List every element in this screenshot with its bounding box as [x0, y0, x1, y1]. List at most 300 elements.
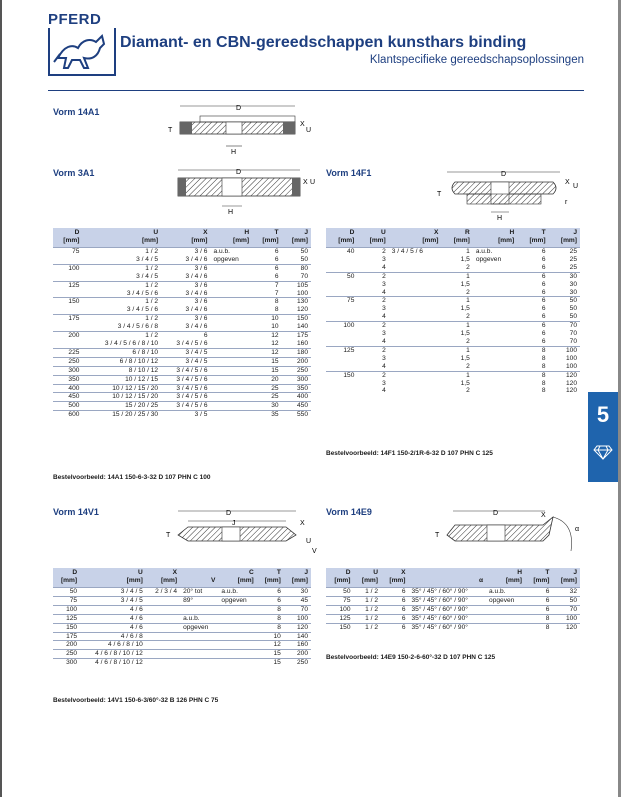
table-cell-u: 3	[382, 330, 386, 338]
table-cell-d: 150	[53, 623, 80, 632]
dim-h: H	[497, 215, 503, 222]
table-cell-v	[180, 632, 218, 641]
table-cell-h: a.u.b.	[486, 588, 525, 597]
table-cell-c	[218, 623, 256, 632]
table-cell-u: 4 / 6	[80, 605, 146, 614]
table-cell-t: 6	[517, 322, 548, 330]
table-cell-c	[218, 632, 256, 641]
table-cell-x	[146, 659, 180, 667]
table-cell-t: 15	[257, 650, 284, 659]
table-cell-t: 6	[517, 272, 548, 280]
table-row	[326, 596, 580, 605]
column-header: J [mm]	[549, 228, 580, 248]
dim-x: X	[541, 512, 546, 519]
table-cell-t: 25	[252, 384, 281, 393]
table-cell-j: 100	[549, 346, 580, 354]
table-cell-h	[473, 338, 517, 346]
table-cell-x	[146, 641, 180, 650]
table-row	[53, 375, 311, 384]
table-cell-a: 35° / 45° / 60° / 90°	[409, 588, 487, 597]
table-row	[53, 614, 311, 623]
table-cell-u: 15 / 20 / 25 / 30	[82, 411, 161, 419]
table-row	[53, 402, 311, 411]
diagram-14e9	[425, 503, 590, 563]
table-cell-r: 1	[441, 322, 472, 330]
table-cell-j: 50	[569, 305, 577, 313]
column-header: J [mm]	[282, 228, 311, 248]
table-cell-x	[146, 605, 180, 614]
table-row	[326, 371, 580, 379]
table-cell-u: 2	[357, 371, 388, 379]
table-cell-d	[53, 323, 82, 331]
header-rule	[48, 90, 584, 91]
table-cell-h	[210, 393, 252, 402]
table-cell-v	[180, 605, 218, 614]
table-cell-u: 6 / 8 / 10	[82, 348, 161, 357]
table-cell-c	[218, 605, 256, 614]
table-cell-j: 30	[569, 280, 577, 288]
table-cell-j: 50	[552, 596, 580, 605]
table-cell-x: 3 / 6	[161, 315, 210, 323]
table-cell-x: 6	[381, 588, 409, 597]
table-cell-t: 6	[541, 280, 546, 288]
table-cell-d: 250	[53, 357, 82, 366]
table-row	[326, 305, 580, 313]
table-row	[53, 411, 311, 419]
table-cell-u: 4 / 6	[80, 623, 146, 632]
table-cell-t: 6	[541, 255, 546, 263]
table-cell-x: 3 / 4 / 5 / 6	[389, 248, 442, 256]
table-cell-j: 70	[569, 337, 577, 345]
table-row	[53, 323, 311, 331]
table-cell-d	[53, 273, 82, 281]
table-cell-j: 140	[284, 632, 311, 641]
table-cell-r: 2	[466, 337, 470, 345]
diagram-3a1	[160, 162, 320, 220]
table-cell-t: 6	[541, 337, 546, 345]
table-cell-x: 3 / 5	[161, 411, 210, 419]
table-cell-d: 75	[326, 297, 357, 305]
table-cell-r: 2	[466, 313, 470, 321]
table-cell-x	[389, 313, 442, 321]
table-cell-j: 45	[284, 596, 311, 605]
table-cell-d: 100	[53, 605, 80, 614]
table-cell-t: 7	[274, 289, 279, 297]
table-cell-h	[210, 402, 252, 411]
table-cell-t: 6	[517, 248, 548, 256]
table-cell-h	[210, 298, 252, 306]
table-cell-j: 80	[282, 264, 311, 272]
table-row	[53, 632, 311, 641]
table-row	[326, 297, 580, 305]
table-cell-j: 50	[549, 297, 580, 305]
table-cell-h	[210, 366, 252, 375]
table-cell-x	[146, 623, 180, 632]
table-header-row	[53, 228, 311, 248]
table-row	[326, 338, 580, 346]
dim-h: H	[231, 149, 237, 156]
table-cell-x: 3 / 4 / 6	[185, 255, 208, 263]
dim-t: T	[435, 532, 440, 539]
table-cell-j: 100	[565, 362, 577, 370]
table-row	[53, 290, 311, 298]
table-cell-h	[473, 297, 517, 305]
table-cell-u: 1 / 2	[82, 281, 161, 289]
table-row	[53, 605, 311, 614]
table-cell-c	[218, 650, 256, 659]
table-cell-x	[389, 338, 442, 346]
table-cell-u: 1 / 2	[354, 614, 382, 623]
table-cell-d	[326, 380, 357, 388]
table-cell-x	[389, 330, 442, 338]
table-cell-u: 3 / 4 / 5	[80, 588, 146, 597]
table-cell-d	[326, 363, 357, 371]
table-cell-t: 8	[517, 346, 548, 354]
table-header-row	[326, 228, 580, 248]
table-cell-v: a.u.b.	[180, 614, 218, 623]
dim-x: X	[300, 520, 305, 527]
table-cell-j: 50	[300, 255, 308, 263]
table-cell-d	[326, 387, 357, 395]
table-cell-h	[473, 363, 517, 371]
table-cell-h	[486, 623, 525, 631]
table-cell-j: 100	[565, 354, 577, 362]
column-header: H [mm]	[473, 228, 517, 248]
table-cell-h	[210, 332, 252, 340]
table-cell-t: 8	[517, 371, 548, 379]
table-cell-x: 6	[161, 332, 210, 340]
table-cell-j: 200	[282, 357, 311, 366]
table-cell-d: 150	[326, 371, 357, 379]
table-cell-d: 125	[53, 281, 82, 289]
column-header: U [mm]	[82, 228, 161, 248]
pferd-logo	[48, 12, 118, 76]
table-cell-t: 8	[541, 379, 546, 387]
dim-j: J	[232, 520, 236, 527]
table-cell-u: 4	[382, 313, 386, 321]
table-cell-c	[218, 659, 256, 667]
table-cell-r: 1	[441, 272, 472, 280]
table-cell-h	[210, 273, 252, 281]
table-cell-h: a.u.b.	[473, 248, 517, 256]
chapter-tab	[588, 392, 618, 482]
table-cell-u: 1 / 2	[82, 248, 161, 256]
section-title-14a1: Vorm 14A1	[53, 107, 100, 117]
table-cell-u: 2	[357, 346, 388, 354]
table-cell-v	[180, 659, 218, 667]
table-cell-h	[486, 614, 525, 623]
table-row	[326, 248, 580, 256]
table-cell-h	[473, 387, 517, 395]
table-cell-u: 4 / 6 / 8	[80, 632, 146, 641]
table-cell-t: 30	[252, 402, 281, 411]
table-cell-h	[473, 289, 517, 297]
table-cell-t: 15	[257, 659, 284, 667]
table-cell-d	[326, 355, 357, 363]
table-cell-j: 100	[552, 614, 580, 623]
table-cell-d	[326, 330, 357, 338]
table-cell-h	[473, 281, 517, 289]
table-14v1	[53, 568, 311, 667]
section-title-14v1: Vorm 14V1	[53, 507, 99, 517]
table-cell-t: 6	[274, 255, 279, 263]
table-row	[53, 596, 311, 605]
table-cell-t: 6	[525, 605, 553, 614]
table-cell-t: 12	[252, 332, 281, 340]
table-cell-j: 250	[284, 659, 311, 667]
table-row	[53, 659, 311, 667]
table-cell-x: 3 / 4 / 6	[185, 272, 208, 280]
table-cell-h	[210, 281, 252, 289]
column-header: T [mm]	[257, 568, 284, 588]
table-cell-d	[326, 338, 357, 346]
table-row	[53, 306, 311, 314]
table-cell-h	[473, 305, 517, 313]
section-title-14e9: Vorm 14E9	[326, 507, 372, 517]
table-cell-u: 3	[382, 354, 386, 362]
table-cell-u: 10 / 12 / 15 / 20	[82, 393, 161, 402]
table-cell-d: 175	[53, 315, 82, 323]
table-cell-j: 120	[565, 387, 577, 395]
table-cell-j: 175	[282, 332, 311, 340]
table-cell-x: 3 / 4 / 5 / 6	[176, 339, 208, 347]
table-cell-r: 1,5	[460, 379, 470, 387]
column-header: J [mm]	[552, 568, 580, 588]
order-example-14v1: Bestelvoorbeeld: 14V1 150-6-3/60°-32 B 126 PHN C 75	[53, 697, 219, 704]
table-row	[53, 384, 311, 393]
column-header: J [mm]	[284, 568, 311, 588]
dim-d: D	[236, 169, 242, 176]
table-cell-d: 600	[53, 411, 82, 419]
table-cell-j: 120	[284, 623, 311, 632]
table-cell-r: 1	[441, 371, 472, 379]
chapter-number: 5	[596, 402, 610, 427]
table-cell-h	[473, 380, 517, 388]
dim-d: D	[226, 510, 232, 517]
table-cell-d: 500	[53, 402, 82, 411]
table-cell-d	[326, 313, 357, 321]
table-cell-t: 6	[274, 272, 279, 280]
table-cell-u: 3	[382, 379, 386, 387]
table-cell-x	[389, 289, 442, 297]
table-cell-x	[389, 346, 442, 354]
table-cell-u: 1 / 2	[354, 588, 382, 597]
table-cell-t: 8	[525, 623, 553, 631]
table-cell-h	[210, 375, 252, 384]
dim-u: U	[573, 183, 579, 190]
table-row	[53, 264, 311, 272]
table-cell-t: 10	[252, 315, 281, 323]
table-row	[326, 281, 580, 289]
table-cell-x: 3 / 4 / 5 / 6	[161, 375, 210, 384]
table-cell-d: 200	[53, 332, 82, 340]
table-cell-x	[389, 322, 442, 330]
table-cell-u: 3 / 4 / 5 / 6	[126, 289, 159, 297]
table-cell-j: 140	[296, 323, 308, 331]
table-cell-d: 100	[326, 322, 357, 330]
table-cell-t: 6	[257, 588, 284, 597]
column-header: U [mm]	[357, 228, 388, 248]
table-cell-h: opgeven	[475, 255, 502, 263]
table-cell-h	[473, 272, 517, 280]
table-row	[53, 273, 311, 281]
table-cell-h	[210, 348, 252, 357]
table-cell-x	[389, 363, 442, 371]
table-cell-t: 6	[541, 305, 546, 313]
column-header: T [mm]	[517, 228, 548, 248]
table-cell-j: 50	[569, 313, 577, 321]
table-cell-x	[389, 387, 442, 395]
table-cell-j: 50	[282, 248, 311, 256]
dim-u: U	[306, 127, 312, 134]
table-cell-t: 25	[252, 393, 281, 402]
table-row	[326, 272, 580, 280]
table-row	[326, 614, 580, 623]
table-14f1	[326, 228, 580, 395]
table-cell-v: 89°	[180, 596, 218, 605]
table-row	[326, 322, 580, 330]
diamond-icon	[593, 444, 613, 460]
table-cell-j: 120	[549, 371, 580, 379]
table-cell-x: 3 / 6	[161, 264, 210, 272]
table-cell-x	[146, 632, 180, 641]
table-cell-h	[486, 605, 525, 614]
table-cell-u: 3 / 4 / 5 / 6 / 8	[117, 323, 159, 331]
column-header: D [mm]	[326, 228, 357, 248]
table-cell-j: 30	[284, 588, 311, 597]
table-cell-x: 3 / 4 / 5	[161, 348, 210, 357]
table-cell-h	[473, 264, 517, 272]
table-cell-u: 1 / 2	[354, 596, 382, 605]
table-row	[53, 248, 311, 256]
table-cell-u: 4 / 6 / 8 / 10 / 12	[80, 659, 146, 667]
table-row	[53, 332, 311, 340]
table-14e9	[326, 568, 580, 632]
page-border-left	[0, 0, 2, 797]
table-cell-x: 3 / 4 / 6	[185, 323, 208, 331]
table-cell-h: a.u.b.	[210, 248, 252, 256]
column-header: V	[180, 568, 218, 588]
table-cell-d	[326, 256, 357, 264]
table-cell-j: 70	[552, 605, 580, 614]
table-cell-u: 3	[382, 305, 386, 313]
table-cell-u: 4	[382, 263, 386, 271]
table-cell-t: 12	[257, 641, 284, 650]
dim-v: V	[312, 548, 317, 555]
table-cell-u: 6 / 8 / 10 / 12	[82, 357, 161, 366]
table-cell-d: 400	[53, 384, 82, 393]
horse-logo-icon	[48, 28, 116, 76]
table-cell-r: 2	[466, 387, 470, 395]
table-row	[326, 380, 580, 388]
dim-alpha: α	[575, 526, 580, 533]
table-row	[326, 264, 580, 272]
table-cell-t: 6	[517, 297, 548, 305]
table-cell-j: 160	[284, 641, 311, 650]
section-title-14f1: Vorm 14F1	[326, 168, 372, 178]
table-cell-t: 15	[252, 357, 281, 366]
table-cell-d: 100	[326, 605, 354, 614]
table-row	[326, 355, 580, 363]
table-cell-d: 450	[53, 393, 82, 402]
table-cell-t: 8	[274, 306, 279, 314]
table-cell-t: 8	[541, 354, 546, 362]
order-example-14a1: Bestelvoorbeeld: 14A1 150-6-3-32 D 107 PHN C 100	[53, 474, 211, 481]
table-cell-d: 75	[326, 596, 354, 605]
table-cell-t: 6	[252, 264, 281, 272]
table-cell-x: 3 / 4 / 5	[161, 357, 210, 366]
table-cell-x: 3 / 4 / 6	[185, 306, 208, 314]
table-cell-a: 35° / 45° / 60° / 90°	[409, 614, 487, 623]
table-cell-r: 1,5	[460, 330, 470, 338]
table-cell-x	[146, 650, 180, 659]
table-cell-r: 1,5	[460, 354, 470, 362]
table-cell-t: 6	[541, 263, 546, 271]
table-cell-u: 3 / 4 / 5 / 6 / 8 / 10	[104, 339, 159, 347]
table-cell-r: 1,5	[460, 280, 470, 288]
table-cell-t: 6	[541, 313, 546, 321]
column-header: H [mm]	[486, 568, 525, 588]
dim-t: T	[166, 532, 171, 539]
table-row	[53, 357, 311, 366]
table-cell-j: 250	[282, 366, 311, 375]
dim-d: D	[501, 171, 507, 178]
table-cell-h	[210, 384, 252, 393]
section-title-3a1: Vorm 3A1	[53, 168, 95, 178]
table-cell-c	[218, 641, 256, 650]
table-cell-t: 6	[257, 596, 284, 605]
table-cell-t: 8	[257, 614, 284, 623]
table-cell-t: 15	[252, 366, 281, 375]
table-cell-x: 3 / 6	[161, 248, 210, 256]
table-cell-u: 4	[382, 337, 386, 345]
table-cell-x	[389, 264, 442, 272]
column-header: X [mm]	[161, 228, 210, 248]
table-cell-j: 200	[284, 650, 311, 659]
table-cell-c: opgeven	[218, 596, 256, 605]
table-cell-t: 8	[525, 614, 553, 623]
table-cell-c: a.u.b.	[218, 588, 256, 597]
table-cell-h	[473, 313, 517, 321]
table-cell-d	[326, 264, 357, 272]
table-cell-a: 35° / 45° / 60° / 90°	[409, 623, 487, 631]
table-row	[326, 289, 580, 297]
table-cell-r: 1	[441, 248, 472, 256]
column-header: D [mm]	[53, 568, 80, 588]
diagram-14f1	[425, 164, 585, 224]
table-cell-h	[473, 322, 517, 330]
table-cell-j: 150	[282, 315, 311, 323]
table-cell-t: 8	[541, 362, 546, 370]
dim-x: X	[565, 179, 570, 186]
table-cell-x: 6	[381, 623, 409, 631]
table-cell-u: 8 / 10 / 12	[82, 366, 161, 375]
table-cell-u: 3	[382, 280, 386, 288]
table-cell-u: 2	[357, 297, 388, 305]
table-cell-h	[473, 371, 517, 379]
table-cell-d: 40	[326, 248, 357, 256]
table-cell-j: 25	[569, 263, 577, 271]
table-cell-r: 1,5	[460, 255, 470, 263]
column-header: α	[409, 568, 487, 588]
table-cell-x: 3 / 4 / 5 / 6	[161, 402, 210, 411]
table-cell-t: 20	[252, 375, 281, 384]
table-cell-h	[210, 306, 252, 314]
table-cell-u: 1 / 2	[82, 264, 161, 272]
table-cell-u: 10 / 12 / 15 / 20	[82, 384, 161, 393]
column-header: C [mm]	[218, 568, 256, 588]
dim-x: X	[300, 121, 305, 128]
